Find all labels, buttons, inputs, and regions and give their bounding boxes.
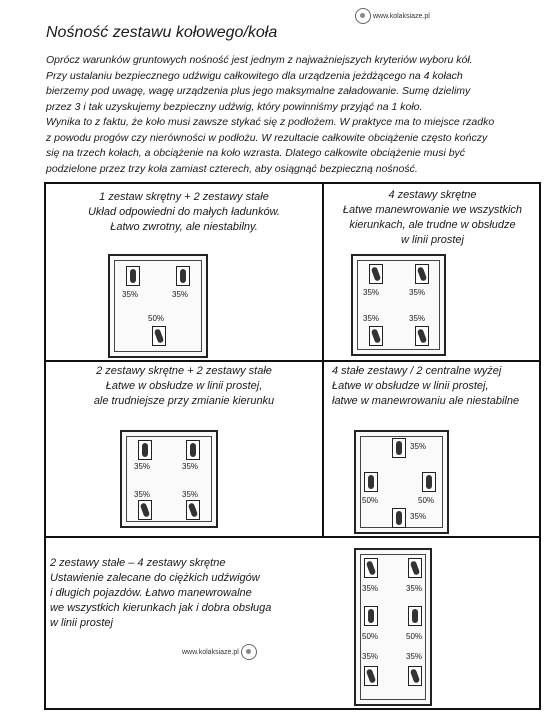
cell-line: Łatwe w obsłudze w linii prostej, [332, 380, 489, 392]
cell-line: Łatwe w obsłudze w linii prostej, [105, 380, 263, 392]
divider [46, 360, 539, 362]
fixed-caster-icon [422, 472, 436, 492]
swivel-caster-icon [415, 264, 429, 284]
caster-diagram-4 [354, 430, 449, 534]
intro-text [46, 53, 546, 177]
swivel-caster-icon [186, 500, 200, 520]
load-label: 35% [410, 512, 427, 521]
swivel-caster-icon [369, 264, 383, 284]
load-label: 35% [409, 314, 426, 323]
caster-diagram-2 [351, 254, 446, 356]
wheel-icon [355, 8, 371, 24]
cell-line: 2 zestawy skrętne + 2 zestawy stałe [96, 365, 272, 377]
load-label: 35% [409, 288, 426, 297]
load-label: 35% [182, 462, 199, 471]
load-label: 35% [410, 442, 427, 451]
swivel-caster-icon [364, 666, 378, 686]
cell-line: i długich pojazdów. Łatwo manewrowalne [50, 587, 252, 599]
intro-line: przez 3 i tak uzyskujemy bezpieczny udźwig, który powinniśmy przyjąć na 1 koło. [46, 100, 423, 113]
swivel-caster-icon [369, 326, 383, 346]
cell-4-text [332, 364, 542, 409]
cell-line: kierunkach, ale trudne w obsłudze [349, 219, 516, 231]
load-label: 35% [406, 584, 423, 593]
logo-text: www.kolaksiaze.pl [182, 648, 239, 656]
swivel-caster-icon [408, 558, 422, 578]
intro-line: bierzemy pod uwagę, wagę urządzenia plus jego maksymalne załadowanie. Sumę dzielimy [46, 85, 471, 97]
fixed-caster-icon [392, 508, 406, 528]
logo [355, 8, 430, 24]
fixed-caster-icon [138, 440, 152, 460]
swivel-caster-icon [152, 326, 166, 346]
load-label: 35% [362, 584, 379, 593]
intro-line: z powodu progów czy nierówności w podłożu. W rezultacie całkowite obciążenie często kończy [46, 131, 488, 144]
load-label: 35% [122, 290, 139, 299]
logo-bottom [182, 644, 257, 660]
cell-line: Układ odpowiedni do małych ładunków. [87, 206, 280, 218]
load-label: 50% [362, 632, 379, 641]
fixed-caster-icon [408, 606, 422, 626]
fixed-caster-icon [186, 440, 200, 460]
cell-line: Ustawienie zalecane do ciężkich udźwigów [50, 572, 260, 584]
cell-line: w linii prostej [401, 234, 464, 246]
fixed-caster-icon [176, 266, 190, 286]
cell-line: Łatwo zwrotny, ale niestabilny. [110, 221, 258, 233]
swivel-caster-icon [415, 326, 429, 346]
cell-line: we wszystkich kierunkach jak i dobra obsługa [50, 602, 272, 614]
cell-3-text [46, 364, 322, 409]
intro-line: Wynika to z faktu, że koło musi zawsze stykać się z podłożem. W praktyce ma to miejsce rzadko [46, 116, 495, 128]
configuration-grid [44, 182, 541, 710]
intro-line: Oprócz warunków gruntowych nośność jest jednym z najważniejszych kryteriów wyboru kół. [46, 54, 473, 66]
fixed-caster-icon [126, 266, 140, 286]
cell-1-text [46, 190, 322, 235]
load-label: 50% [362, 496, 379, 505]
load-label: 35% [406, 652, 423, 661]
divider [46, 536, 539, 538]
load-label: 50% [148, 314, 165, 323]
page-title: Nośność zestawu kołowego/koła [46, 24, 278, 41]
intro-line: się na trzech kołach, a obciążenie na koło wzrasta. Dlatego całkowite obciążenie musi być [46, 147, 466, 159]
load-label: 35% [172, 290, 189, 299]
cell-5-text [50, 556, 320, 631]
intro-line: podzielone przez trzy koła zamiast czterech, aby osiągnąć bezpieczną nośność. [46, 162, 418, 175]
load-label: 35% [182, 490, 199, 499]
cell-line: łatwe w manewrowaniu ale niestabilne [332, 395, 520, 407]
cell-line: 4 zestawy skrętne [388, 189, 477, 201]
caster-diagram-5 [354, 548, 432, 706]
swivel-caster-icon [408, 666, 422, 686]
load-label: 35% [134, 490, 151, 499]
caster-diagram-1 [108, 254, 208, 358]
swivel-caster-icon [364, 558, 378, 578]
load-label: 50% [418, 496, 435, 505]
intro-line: Przy ustalaniu bezpiecznego udźwigu całkowitego dla urządzenia jeżdżącego na 4 kołach [46, 69, 463, 82]
load-label: 35% [134, 462, 151, 471]
fixed-caster-icon [392, 438, 406, 458]
load-label: 35% [362, 652, 379, 661]
swivel-caster-icon [138, 500, 152, 520]
fixed-caster-icon [364, 606, 378, 626]
cell-line: w linii prostej [50, 617, 113, 629]
logo-text: www.kolaksiaze.pl [373, 12, 430, 20]
load-label: 50% [406, 632, 423, 641]
cell-line: 1 zestaw skrętny + 2 zestawy stałe [99, 191, 269, 203]
cell-line: Łatwe manewrowanie we wszystkich [342, 204, 523, 216]
fixed-caster-icon [364, 472, 378, 492]
cell-line: 4 stałe zestawy / 2 centralne wyżej [332, 365, 502, 377]
load-label: 35% [363, 288, 380, 297]
cell-line: ale trudniejsze przy zmianie kierunku [93, 395, 275, 407]
wheel-icon [241, 644, 257, 660]
load-label: 35% [363, 314, 380, 323]
cell-2-text [324, 188, 541, 248]
caster-diagram-3 [120, 430, 218, 528]
cell-line: 2 zestawy stałe – 4 zestawy skrętne [50, 557, 226, 569]
